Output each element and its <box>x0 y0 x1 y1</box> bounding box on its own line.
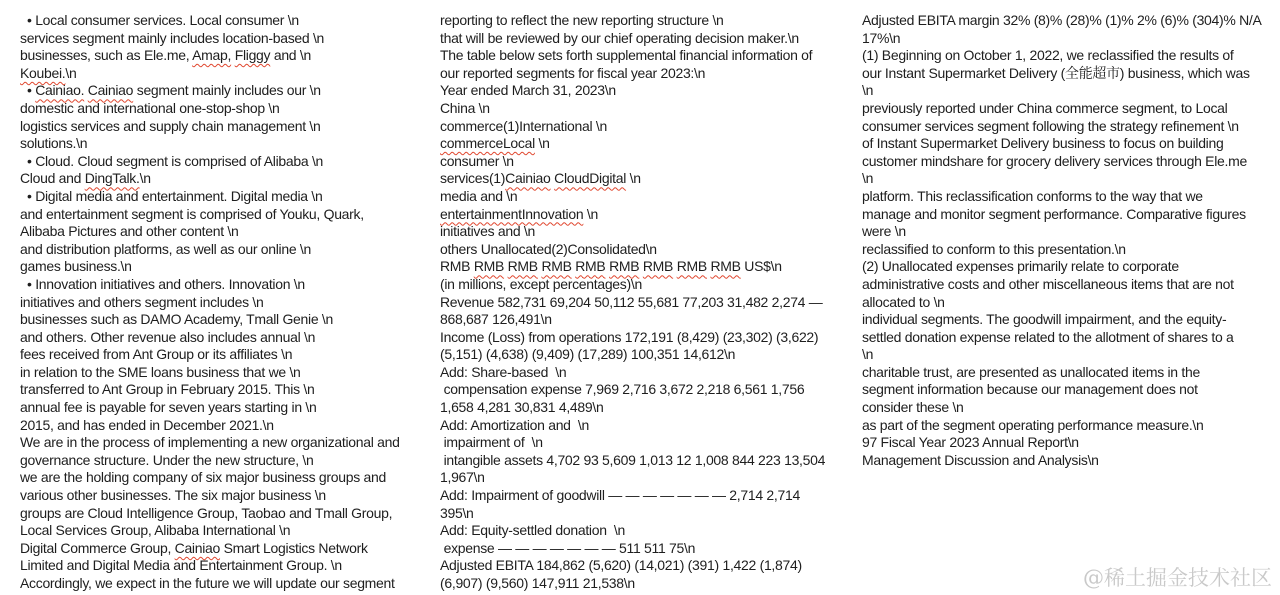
text-line: were \n <box>862 223 906 240</box>
misspelled-word: DingTalk. <box>84 170 140 187</box>
text-line: consumer \n <box>440 152 514 169</box>
text-line: of Instant Supermarket Delivery business to focus on building <box>862 135 1224 152</box>
text-line: \n <box>862 82 874 99</box>
text-line: services(1)Cainiao CloudDigital \n <box>440 170 641 187</box>
misspelled-word: Koubei. <box>20 64 66 81</box>
text-line: initiatives and \n <box>440 223 535 240</box>
text-line: RMB RMB RMB RMB RMB RMB RMB RMB RMB US$\n <box>440 258 782 275</box>
text-line: that will be reviewed by our chief operating decision maker.\n <box>440 29 799 46</box>
text-line: Add: Amortization and \n <box>440 416 589 433</box>
text-line: (6,907) (9,560) 147,911 21,538\n <box>440 575 635 591</box>
text-line: • Digital media and entertainment. Digital media \n <box>27 187 323 204</box>
text-line: (1) Beginning on October 1, 2022, we reclassified the results of <box>862 47 1234 64</box>
text-line: fees received from Ant Group or its affiliates \n <box>20 346 293 363</box>
text-line: 1,658 4,281 30,831 4,489\n <box>440 399 604 416</box>
misspelled-word: RMB <box>473 258 505 275</box>
misspelled-word: RMB <box>541 258 572 275</box>
misspelled-word: RMB <box>609 258 640 275</box>
text-line: media and \n <box>440 187 518 204</box>
text-line: Local Services Group, Alibaba International \n <box>20 522 291 539</box>
text-line: Limited and Digital Media and Entertainment Group. \n <box>20 557 342 574</box>
text-line: logistics services and supply chain management \n <box>20 117 321 134</box>
text-line: reporting to reflect the new reporting structure \n <box>440 12 724 28</box>
text-line: administrative costs and other miscellaneous items that are not <box>862 275 1234 292</box>
text-line: • Local consumer services. Local consumer \n <box>27 12 299 28</box>
text-line: manage and monitor segment performance. Comparative figures <box>862 205 1246 222</box>
text-line: groups are Cloud Intelligence Group, Taobao and Tmall Group, <box>20 504 393 521</box>
misspelled-word: Amap, <box>192 47 232 64</box>
text-line: consider these \n <box>862 399 964 416</box>
text-line: \n <box>862 170 874 187</box>
text-line: 97 Fiscal Year 2023 Annual Report\n <box>862 434 1079 451</box>
text-line: Management Discussion and Analysis\n <box>862 451 1099 468</box>
text-line: transferred to Ant Group in February 2015. This \n <box>20 381 315 398</box>
text-line: Accordingly, we expect in the future we will update our segment <box>20 575 395 591</box>
text-line: services segment mainly includes location-based \n <box>20 29 325 46</box>
text-line: 2015, and has ended in December 2021.\n <box>20 416 274 433</box>
text-line: Adjusted EBITA 184,862 (5,620) (14,021) (391) 1,422 (1,874) <box>440 557 802 574</box>
text-line: our Instant Supermarket Delivery (全能超市) business, which was <box>862 64 1250 81</box>
text-line: Alibaba Pictures and other content \n <box>20 223 239 240</box>
text-line: various other businesses. The six major business \n <box>20 487 326 504</box>
text-line: settled donation expense related to the allotment of shares to a <box>862 328 1234 345</box>
misspelled-word: Fliggy <box>234 47 271 64</box>
misspelled-word: commerceLocal <box>440 135 535 152</box>
text-line: previously reported under China commerce segment, to Local <box>862 99 1228 116</box>
misspelled-word: RMB <box>642 258 674 275</box>
text-line: compensation expense 7,969 2,716 3,672 2,218 6,561 1,756 <box>440 381 805 398</box>
text-line: our reported segments for fiscal year 2023:\n <box>440 64 706 81</box>
text-line: charitable trust, are presented as unallocated items in the <box>862 363 1200 380</box>
text-line: (in millions, except percentages)\n <box>440 275 642 292</box>
text-line: commerceLocal \n <box>440 135 550 152</box>
text-line: expense — — — — — — — 511 511 75\n <box>440 539 696 556</box>
misspelled-word: Cainiao <box>174 539 221 556</box>
text-column-right <box>862 12 1276 469</box>
misspelled-word: RMB <box>507 258 538 275</box>
text-line: 395\n <box>440 504 474 521</box>
text-line: Cloud and DingTalk.\n <box>20 170 151 187</box>
text-line: Revenue 582,731 69,204 50,112 55,681 77,203 31,482 2,274 — <box>440 293 823 310</box>
text-line: annual fee is payable for seven years starting in \n <box>20 399 317 416</box>
text-line: segment information because our management does not <box>862 381 1198 398</box>
text-line: • Cainiao. Cainiao segment mainly includes our \n <box>27 82 321 99</box>
text-line: 868,687 126,491\n <box>440 311 552 328</box>
text-line: allocated to \n <box>862 293 945 310</box>
text-line: platform. This reclassification conforms to the way that we <box>862 187 1203 204</box>
text-line: reclassified to conform to this presentation.\n <box>862 240 1126 257</box>
text-line: commerce(1)International \n <box>440 117 607 134</box>
text-line: and others. Other revenue also includes annual \n <box>20 328 316 345</box>
text-line: We are in the process of implementing a new organizational and <box>20 434 400 451</box>
text-line: impairment of \n <box>440 434 543 451</box>
misspelled-word: RMB <box>710 258 741 275</box>
text-line: individual segments. The goodwill impairment, and the equity- <box>862 311 1227 328</box>
text-line: and entertainment segment is comprised of Youku, Quark, <box>20 205 364 222</box>
text-line: governance structure. Under the new structure, \n <box>20 451 314 468</box>
text-line: (2) Unallocated expenses primarily relate to corporate <box>862 258 1179 275</box>
text-line: Adjusted EBITA margin 32% (8)% (28)% (1)% 2% (6)% (304)% N/A <box>862 12 1262 28</box>
misspelled-word: RMB <box>676 258 707 275</box>
text-column-middle <box>440 12 854 593</box>
text-line: businesses, such as Ele.me, Amap, Fliggy and \n <box>20 47 311 64</box>
text-line: 1,967\n <box>440 469 485 486</box>
text-line: Add: Share-based \n <box>440 363 567 380</box>
text-line: in relation to the SME loans business that we \n <box>20 363 301 380</box>
text-line: businesses such as DAMO Academy, Tmall Genie \n <box>20 311 333 328</box>
misspelled-word: Cainiao <box>87 82 134 99</box>
text-line: • Innovation initiatives and others. Innovation \n <box>27 275 305 292</box>
text-line: entertainmentInnovation \n <box>440 205 598 222</box>
watermark: @稀土掘金技术社区 <box>1083 566 1272 590</box>
text-line: we are the holding company of six major business groups and <box>20 469 386 486</box>
text-line: others Unallocated(2)Consolidated\n <box>440 240 657 257</box>
text-line: domestic and international one-stop-shop \n <box>20 99 280 116</box>
text-line: The table below sets forth supplemental financial information of <box>440 47 813 64</box>
text-line: intangible assets 4,702 93 5,609 1,013 12 1,008 844 223 13,504 <box>440 451 826 468</box>
text-line: \n <box>862 346 874 363</box>
text-line: China \n <box>440 99 490 116</box>
text-line: and distribution platforms, as well as our online \n <box>20 240 312 257</box>
misspelled-word: Cainiao <box>505 170 551 187</box>
text-line: consumer services segment following the strategy refinement \n <box>862 117 1239 134</box>
text-column-left <box>20 12 434 593</box>
misspelled-word: Cainiao. <box>35 82 85 99</box>
text-line: solutions.\n <box>20 135 88 152</box>
text-line: 17%\n <box>862 29 901 46</box>
misspelled-word: RMB <box>575 258 606 275</box>
text-line: Add: Impairment of goodwill — — — — — — — 2,714 2,714 <box>440 487 800 504</box>
misspelled-word: entertainmentInnovation <box>440 205 584 222</box>
text-line: initiatives and others segment includes \n <box>20 293 264 310</box>
text-line: • Cloud. Cloud segment is comprised of Alibaba \n <box>27 152 324 169</box>
text-line: Koubei.\n <box>20 64 77 81</box>
text-line: Digital Commerce Group, Cainiao Smart Logistics Network <box>20 539 368 556</box>
text-line: Year ended March 31, 2023\n <box>440 82 616 99</box>
misspelled-word: CloudDigital <box>554 170 627 187</box>
text-line: Income (Loss) from operations 172,191 (8,429) (23,302) (3,622) <box>440 328 819 345</box>
text-line: Add: Equity-settled donation \n <box>440 522 625 539</box>
text-line: (5,151) (4,638) (9,409) (17,289) 100,351 14,612\n <box>440 346 736 363</box>
text-line: games business.\n <box>20 258 132 275</box>
text-line: as part of the segment operating performance measure.\n <box>862 416 1204 433</box>
text-line: customer mindshare for grocery delivery services through Ele.me <box>862 152 1247 169</box>
